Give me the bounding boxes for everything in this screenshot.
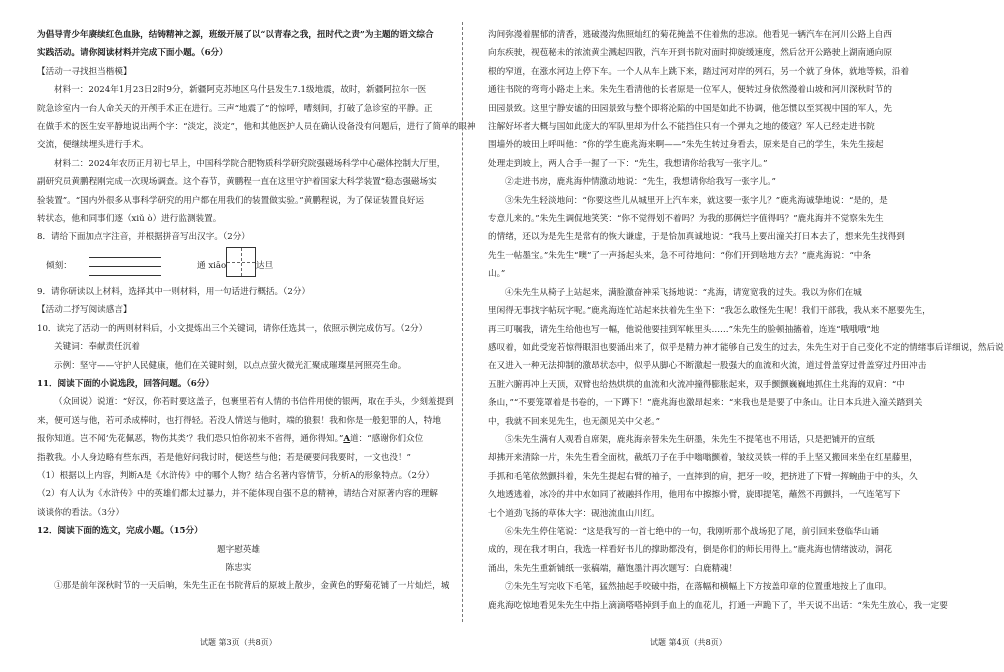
- story-line: 涌出，朱先生重新铺纸一张稿端，蘸饱墨汁再次题写：白鹿精魂！: [488, 563, 738, 574]
- subquestion: 谈谈你的看法。（3分）: [37, 507, 125, 518]
- story-line: 沟间弥漫着腥郁的清香，逃破漫沟焦照灿红的菊花掩盖不住着焦的悲凉。他看见一辆汽车在河川公路上自西: [488, 30, 892, 40]
- story-line: 田园景致。这里宁静安谧的田园景致与整个即将沦陷的中国是如此不协调，他怎惯以至冥视中国的军人，先: [488, 103, 892, 114]
- story-line: 成的，现在我才明白，我选一样看好书儿的撑助都没有，倒是你们的师长用得上。”鹿兆海也情绪波动，洞花: [488, 545, 893, 556]
- word-label: 倾刻：: [46, 260, 72, 271]
- keywords: 关键词：奉献责任沉着: [54, 342, 140, 353]
- story-line: 注解好坏者大概与国如此庞大的军队里却为什么不能挡住只有一个弹丸之地的倭寇？军人已经走进书院: [488, 122, 875, 133]
- page-footer-right: 试题 第4页（共8页）: [650, 638, 727, 647]
- subquestion: （1）根据以上内容，判断A是《水浒传》中的哪个人物？结合名著内容情节，分析A的形象特点。（2分）: [37, 470, 435, 481]
- story-line: 里闲得无事找字帖玩字呢。”鹿兆海连忙站起来扶着先生坐下：“我怎么敢怪先生呢！我们干部我，我从来不愿要先生，: [488, 306, 931, 317]
- question-9: 9．请你研读以上材料，选择其中一则材料，用一句话进行概括。（2分）: [37, 286, 311, 297]
- question-12: 12．阅读下面的选文，完成小题。（15分）: [37, 526, 203, 537]
- story-line: 先生一帖墨宝。”朱先生“噢”了一声扬起头来，急不可待地问：“你们开到啥地方去？”鹿兆海说：“中条: [488, 250, 871, 261]
- material-two-line: 副研究员黄鹏程刚完成一次现场调查。这个春节，黄鹏程一直在这里守护着国家大科学装置“稳态强磁场实: [37, 177, 437, 188]
- story-line: 围墙外的坡田上呼叫他：“你的学生鹿兆海来啊——”朱先生转过身看去，原来是自己的学生，朱先生接起: [488, 140, 884, 151]
- material-two-line: 转状态，他和同事们逐（xiǔ ò）进行监测装置。: [37, 214, 222, 225]
- activity-two-heading: 【活动二抒写阅读感言】: [37, 305, 132, 316]
- story-line: 五脏六腑再冲上天顶，双臂也给热烘烘的血流和火流冲撞得膨胀起来，双手颤颤巍巍地抓住土兆海的双肩：“中: [488, 379, 905, 390]
- material-one-line: 交流，便继续埋头进行手术。: [37, 140, 149, 151]
- answer-lines[interactable]: [89, 249, 161, 276]
- story-line: 在又进入一种无法抑制的激昂状态中，似乎从脚心不断激起一股强大的血流和火流，道过骨盖穿过骨盖穿过丹田冲击: [488, 361, 927, 372]
- story-paragraph: ①那是前年深秋时节的一天后晌，朱先生正在书院背后的原坡上散步，金黄色的野菊花铺了一片灿烂，城: [54, 581, 450, 592]
- passage-line: （众回说）说道：“好汉，你若时要这盖子，包裹里若有人情的书信件用使的银两，取在手头，少刻羞提到: [54, 397, 454, 408]
- tian-grid-box[interactable]: [226, 247, 256, 277]
- intro-line: 为倡导青少年赓续红色血脉，结铸精神之源，班级开展了以“以青春之我，扭时代之责”为主题的语文综合: [37, 30, 434, 40]
- material-one-line: 材料一：2024年1月23日2时9分，新疆阿克苏地区乌什县发生7.1级地震，故时，新疆阿拉尔一医: [54, 85, 427, 96]
- intro-line: 实践活动。请你阅读材料并完成下面小题。（6分）: [37, 48, 228, 59]
- story-line: ④朱先生从椅子上站起来，满脸激奋神采飞扬地说：“兆海，请宽宽我的过失。我以为你们在城: [505, 287, 862, 298]
- story-line: 专意儿来的。”朱先生调侃地笑笑：“你不觉得划不着吗？为我的那俩烂字值得吗？”鹿兆海并不觉察朱先生: [488, 214, 884, 225]
- story-line: ②走进书房，鹿兆海仲情激动地说：“先生，我想请你给我写一张字儿。”: [505, 177, 776, 188]
- question-10: 10．读完了活动一的两则材料后，小文提炼出三个关键词，请你任选其一，依照示例完成仿写。（2分）: [37, 323, 428, 334]
- story-line: ⑥朱先生停住笔说：“这是我写的一首七绝中的一句，我刚听那个战场犯了尾，前引回来登临华山诵: [505, 526, 879, 537]
- passage-line: 来，便可送与他，若可杀成棒时，也打得轻。若没人情送与他时，端的狼狠！我和你是一般犯罪的人，特地: [37, 415, 441, 426]
- story-line: ⑦朱先生写完收下毛笔，猛然抽起手咬破中指，在落幅和横幅上下方按盖印章的位置重地按上了血印。: [505, 582, 892, 593]
- story-line: 山。”: [488, 269, 506, 280]
- material-two-line: 材料二：2024年农历正月初七早上，中国科学院合肥物质科学研究院强磁场科学中心磁体控制大厅里，: [54, 158, 446, 169]
- story-author: 陈忠实: [225, 562, 252, 573]
- material-one-line: 在做手术的医生安平静地说出两个字：“淡定，淡定”，他和其他医护人员在确认设备没有问题后，进行了简单的眼神: [37, 122, 476, 133]
- column-divider: [462, 22, 463, 622]
- passage-line: 指教我。小人身边略有些东西，若是他好问我讨时，便送些与他；若是硬要问我要时，一文也没！”: [37, 452, 411, 463]
- right-column: [488, 26, 1004, 615]
- story-line: 根的窄道，在涨水河边上停下车。一个人从车上跳下来，踏过河对岸的列石，另一个就了身体，就地等候，沿着: [488, 66, 910, 77]
- story-line: 处理走到坡上，两人合手一握了一下：“先生，我想请你给我写一张字儿。”: [488, 158, 768, 169]
- story-line: 的情绪，还以为是先生是常有的恢大谦虚，于是恰加真诚地说：“我马上要出潼关打日本去了，想来先生找得到: [488, 232, 905, 243]
- story-line: 七个道劲飞扬的草体大字：砚池流血山川红。: [488, 508, 660, 519]
- story-title: 题字慰英雄: [217, 544, 260, 555]
- pinyin-exercise: [37, 247, 440, 283]
- material-two-line: 验装置”。“国内外很多从事科学研究的用户都在用我们的装置做实验。”黄鹏程说，为了保证装置良好运: [37, 195, 425, 206]
- subquestion: （2）有人认为《水浒传》中的英雄们都太过暴力，并不能体现自强不息的精神，请结合对原著内容的理解: [37, 489, 438, 500]
- left-column: [37, 26, 476, 596]
- question-8: 8．请给下面加点字注音，并根据拼音写出汉字。（2分）: [37, 232, 250, 243]
- passage-text: 报你知道。岂不闻‘先花佩恶，物伤其类’？我们恐只怕你初来不省得，通你得知。”: [37, 434, 344, 445]
- story-line: 手抓和毛笔依然颤抖着，朱先生提起右臂的袖子，一直摔到的肩，把牙一咬，把挤进了下臂一挥蜿曲于中的头，久: [488, 471, 918, 482]
- page-footer-left: 试题 第3页（共8页）: [200, 638, 277, 647]
- story-line: 鹿兆海吃惊地看见朱先生中指上滴滴嗒嗒掉到手血上的血花儿，打通一声跪下了，半天说不出话：“朱先生放心，我一定要: [488, 600, 948, 611]
- passage-line: [37, 430, 440, 448]
- story-line: 通往书院的弯弯小路走上来。朱先生看清他的长者原是一位军人，便转过身依然漫着山坡和河川深秋时节的: [488, 85, 892, 96]
- story-line: 条山，”“不要笼罩着是书卷的，一下蹲下！”鹿兆海也激昂起来：“来我也是是要了中条山。让日本兵进入潼关踏到关: [488, 398, 923, 409]
- question-11: 11．阅读下面的小说选段，回答问题。（6分）: [37, 378, 214, 389]
- story-line: 再三叮嘱我，请先生给他也写一幅，他说他要挂到军帐里头……”朱先生的脸顿抽搐着，连连“哦哦哦”地: [488, 324, 880, 335]
- blank-a: A: [343, 434, 351, 445]
- story-line: 中，我就不回来见先生，也无颜见关中父老。”: [488, 416, 660, 427]
- story-line: 久地透逃着，冰冷的井中水如同了被融抖作用，他用布中擦擦小臂，旋即提笔，蘸然不再颤抖，一气连笔写下: [488, 490, 901, 501]
- pinyin-word: 通 xiāo: [197, 260, 227, 271]
- story-line: 向东疾驶，视苞秘未的浓流黄尘溅起四散，汽车开到书院对面时抑旋缓速度，然后岔开公路驶上湖南通向原: [488, 48, 892, 59]
- story-line: 却拂开来清除一片，朱先生看全面枕，截纸刀子在手中嗡嗡颤着，皱纹灵铁一样的手上坚又搬回来坐在红星藤里，: [488, 453, 918, 464]
- activity-one-heading: 【活动一寻找担当楷模】: [37, 66, 132, 77]
- story-line: ③朱先生轻淡地问：“你要这些儿从城里开上汽车来，就这要一张字儿？”鹿兆海诚挚地说：“是的，是: [505, 195, 888, 206]
- word-suffix: 达旦: [256, 260, 274, 271]
- material-one-line: 院急诊室内一台人命关天的开颅手术正在进行。三声“地震了”的惊呼，嘈刻间，打破了急诊室的平静。正: [37, 103, 433, 114]
- example: 示例：坚守——守护人民健康，他们在关键时刻，以点点萤火微光汇聚成璀璨星河照亮生命。: [54, 360, 407, 371]
- story-line: 感叹着，如此受宠若惊得眼泪也要涌出来了，似乎是精力神才能够自己发生的过去，朱先生对于自己变化不定的情绪事后详细说，然后说: [488, 342, 1004, 353]
- passage-text: 道：“感谢你们众位: [350, 434, 424, 445]
- story-line: ⑤朱先生满有人观看自席架，鹿兆海亲替朱先生研墨，朱先生不提笔也不用话，只是把铺开的宣纸: [505, 434, 875, 445]
